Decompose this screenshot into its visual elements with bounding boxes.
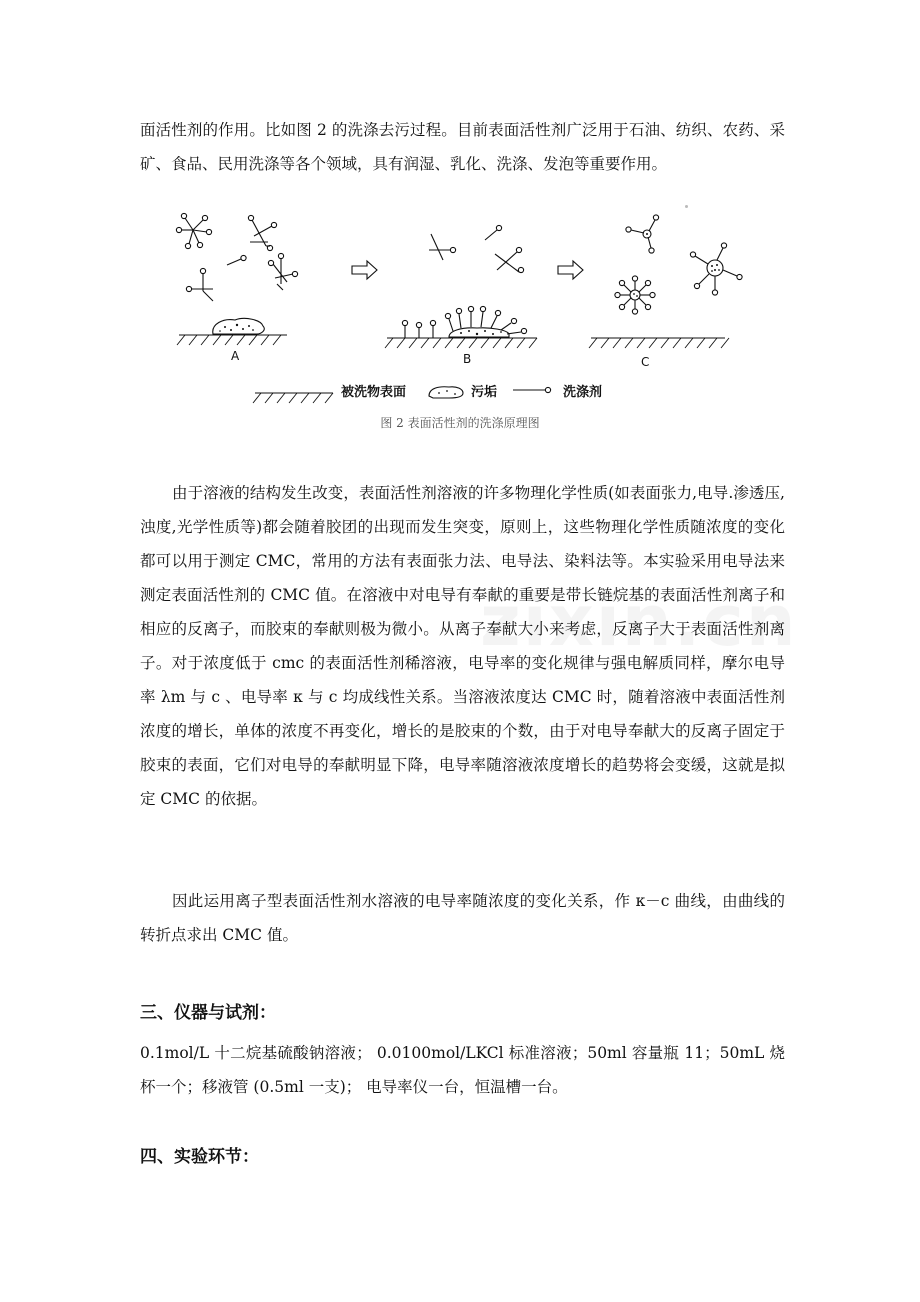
section-heading-instruments: 三、仪器与试剂：	[140, 1003, 276, 1023]
panel-b-adsorption	[385, 225, 537, 348]
section-heading-steps: 四、实验环节：	[140, 1147, 259, 1167]
washing-principle-figure	[165, 200, 755, 432]
figure-legend	[253, 384, 602, 403]
legend-detergent-label: 洗涤剂	[563, 385, 603, 400]
figure-caption: 图 2 表面活性剂的洗涤原理图	[380, 416, 540, 430]
panel-a-micelles	[176, 213, 297, 345]
arrow-a-to-b	[352, 261, 377, 279]
instruments-paragraph: 0.1mol/L 十二烷基硫酸钠溶液； 0.0100mol/LKCl 标准溶液；50ml 容量瓶 11；50mL 烧杯一个；移液管 (0.5ml 一支)； 电导率仪一台，恒温槽一台。	[140, 1044, 785, 1096]
panel-label-c: C	[641, 355, 650, 369]
intro-paragraph: 面活性剂的作用。比如图 2 的洗涤去污过程。目前表面活性剂广泛用于石油、纺织、农药、采矿、食品、民用洗涤等各个领域，具有润湿、乳化、洗涤、发泡等重要作用。	[140, 121, 785, 173]
panel-label-a: A	[231, 349, 240, 363]
mechanism-paragraph: 由于溶液的结构发生改变，表面活性剂溶液的许多物理化学性质(如表面张力,电导.渗透压,浊度,光学性质等)都会随着胶团的出现而发生突变，原则上，这些物理化学性质随浓度的变化都可以用于测定 CMC，常用的方法有表面张力法、电导法、染料法等。本实验采用电导法来测定表面活性剂的 CMC 值。在溶液中对电导有奉献的重要是带长链烷基的表面活性剂离子和相应的反离子，而胶束的奉献则极为微小。从离子奉献大小来考虑，反离子大于表面活性剂离子。对于浓度低于 cmc 的表面活性剂稀溶液，电导率的变化规律与强电解质同样，摩尔电导率 λm 与 c 、电导率 κ 与 c 均成线性关系。当溶液浓度达 CMC 时，随着溶液中表面活性剂浓度的增长，单体的浓度不再变化，增长的是胶束的个数，由于对电导奉献大的反离子固定于胶束的表面，它们对电导的奉献明显下降，电导率随溶液浓度增长的趋势将会变缓，这就是拟定 CMC 的依据。	[140, 484, 785, 808]
arrow-b-to-c	[558, 261, 583, 279]
legend-dirt-label: 污垢	[471, 385, 498, 400]
panel-label-b: B	[463, 352, 472, 366]
legend-surface-label: 被洗物表面	[341, 385, 407, 400]
panel-c-emulsified	[589, 215, 742, 348]
conclusion-paragraph: 因此运用离子型表面活性剂水溶液的电导率随浓度的变化关系，作 κ－c 曲线，由曲线的转折点求出 CMC 值。	[140, 892, 785, 944]
